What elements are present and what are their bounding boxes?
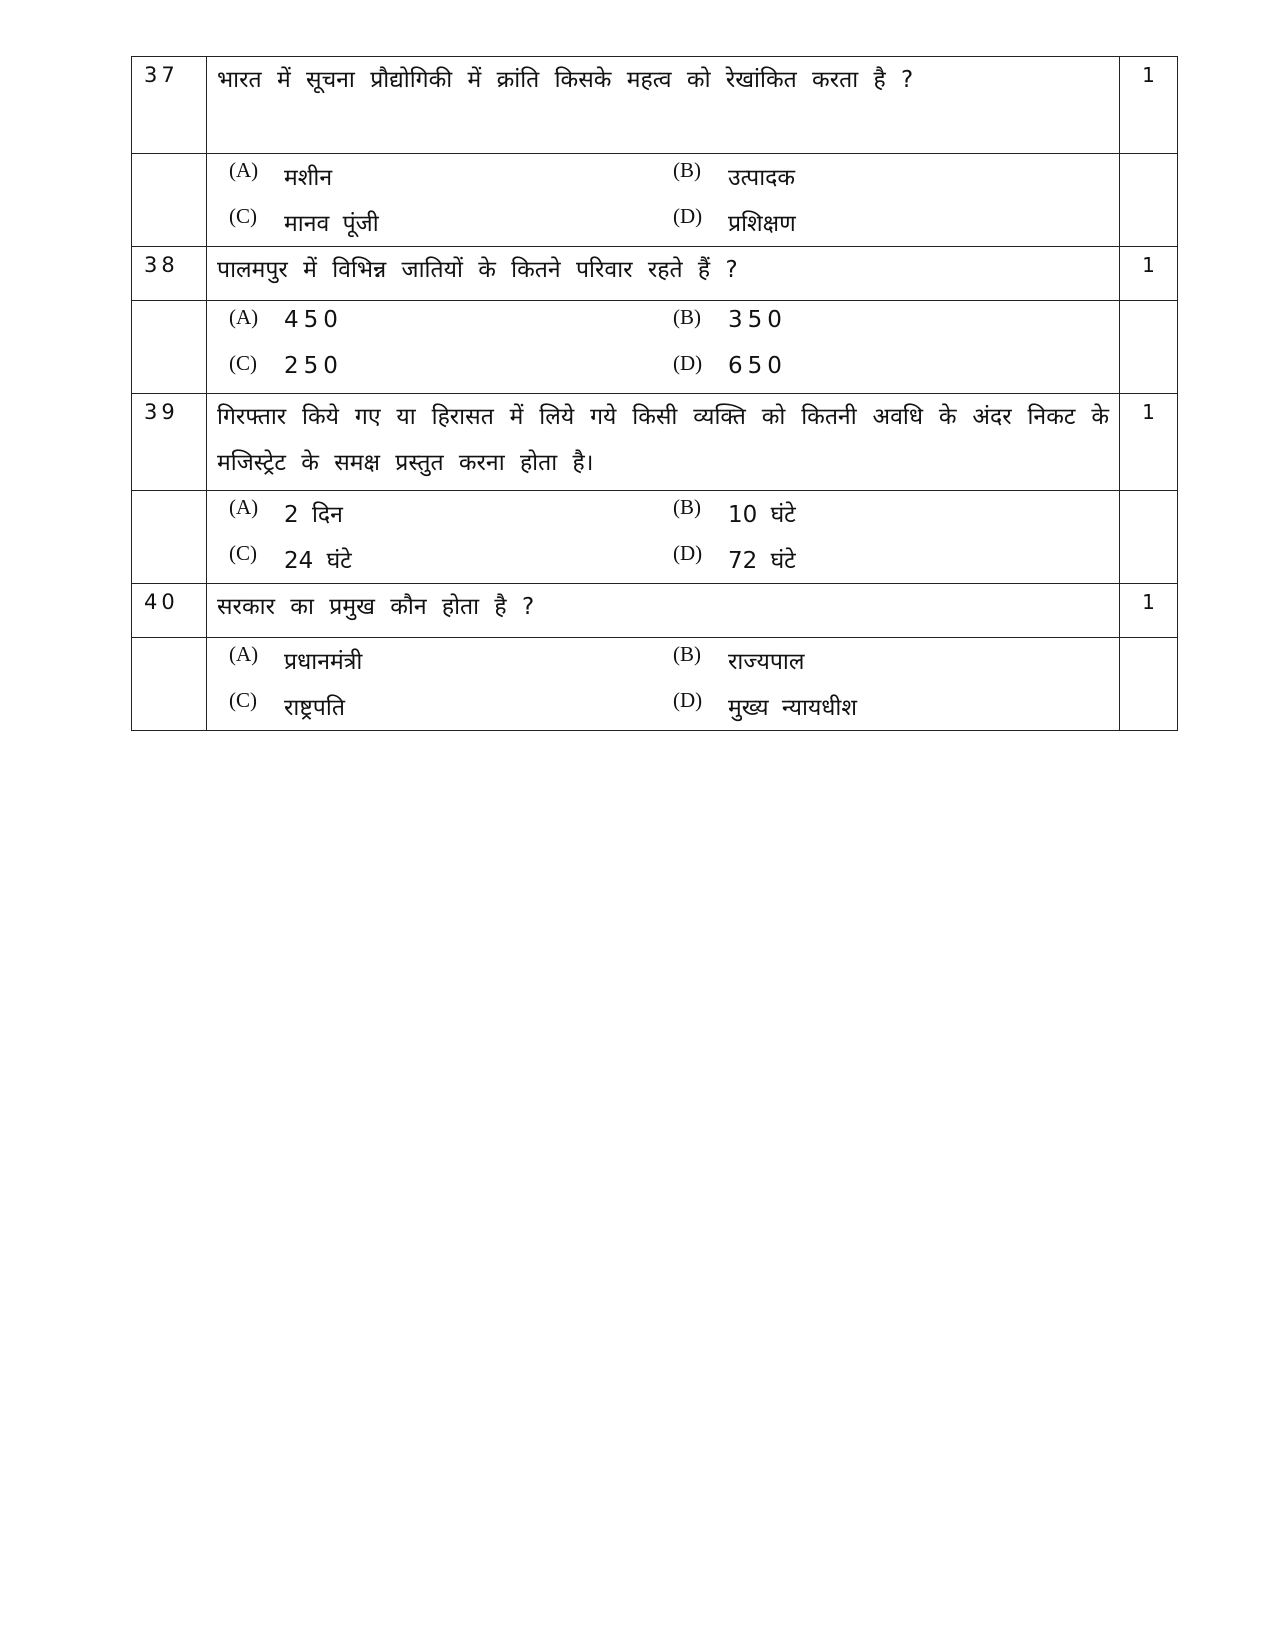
options-row [132, 154, 1178, 247]
option-text: उत्पादक [728, 165, 796, 191]
option-label: (B) [673, 305, 701, 329]
options-cell [207, 301, 1120, 394]
option-text: 10 घंटे [728, 502, 796, 528]
options-number-cell [132, 491, 207, 584]
option-text: 350 [728, 307, 787, 333]
question-number: 39 [132, 394, 207, 491]
option-label: (B) [673, 642, 701, 666]
option-text: मशीन [284, 165, 333, 191]
option-text: प्रधानमंत्री [284, 649, 363, 675]
option-a [229, 301, 673, 347]
option-text: 72 घंटे [728, 548, 796, 574]
option-label: (B) [673, 158, 701, 182]
option-label: (A) [229, 495, 259, 519]
option-c [229, 684, 673, 730]
question-text: भारत में सूचना प्रौद्योगिकी में क्रांति किसके महत्व को रेखांकित करता है ? [207, 57, 1120, 154]
options-mark-cell [1120, 638, 1178, 731]
option-c [229, 200, 673, 246]
option-text: प्रशिक्षण [728, 211, 796, 237]
question-row [132, 394, 1178, 491]
options-cell [207, 491, 1120, 584]
option-text: 650 [728, 353, 787, 379]
option-text: राज्यपाल [728, 649, 805, 675]
option-text: 24 घंटे [284, 548, 352, 574]
option-label: (A) [229, 305, 259, 329]
option-a [229, 638, 673, 684]
option-a [229, 154, 673, 200]
question-marks: 1 [1120, 247, 1178, 301]
options-row [132, 301, 1178, 394]
question-table [131, 56, 1178, 731]
option-label: (C) [229, 204, 257, 228]
options-number-cell [132, 154, 207, 247]
option-label: (C) [229, 541, 257, 565]
option-text: मानव पूंजी [284, 211, 379, 237]
option-label: (A) [229, 642, 259, 666]
question-text: गिरफ्तार किये गए या हिरासत में लिये गये किसी व्यक्ति को कितनी अवधि के अंदर निकट के मजिस्ट्रेट के समक्ष प्रस्तुत करना होता है। [207, 394, 1120, 491]
question-number: 37 [132, 57, 207, 154]
option-text: 450 [284, 307, 343, 333]
option-label: (D) [673, 541, 703, 565]
option-label: (D) [673, 688, 703, 712]
option-text: 2 दिन [284, 502, 343, 528]
option-a [229, 491, 673, 537]
question-text: सरकार का प्रमुख कौन होता है ? [207, 584, 1120, 638]
option-d [673, 537, 1119, 583]
option-label: (C) [229, 688, 257, 712]
option-d [673, 347, 1119, 393]
question-number: 40 [132, 584, 207, 638]
options-mark-cell [1120, 154, 1178, 247]
question-text: पालमपुर में विभिन्न जातियों के कितने परिवार रहते हैं ? [207, 247, 1120, 301]
options-cell [207, 638, 1120, 731]
option-d [673, 200, 1119, 246]
question-marks: 1 [1120, 57, 1178, 154]
option-text: राष्ट्रपति [284, 695, 345, 721]
option-b [673, 301, 1119, 347]
option-label: (D) [673, 204, 703, 228]
question-marks: 1 [1120, 394, 1178, 491]
options-row [132, 638, 1178, 731]
option-label: (C) [229, 351, 257, 375]
option-d [673, 684, 1119, 730]
options-number-cell [132, 301, 207, 394]
option-text: 250 [284, 353, 343, 379]
option-label: (D) [673, 351, 703, 375]
options-number-cell [132, 638, 207, 731]
question-row [132, 247, 1178, 301]
option-c [229, 537, 673, 583]
question-row [132, 584, 1178, 638]
options-cell [207, 154, 1120, 247]
option-text: मुख्य न्यायधीश [728, 695, 858, 721]
option-b [673, 638, 1119, 684]
option-b [673, 491, 1119, 537]
options-mark-cell [1120, 491, 1178, 584]
option-label: (B) [673, 495, 701, 519]
option-label: (A) [229, 158, 259, 182]
question-number: 38 [132, 247, 207, 301]
options-mark-cell [1120, 301, 1178, 394]
option-b [673, 154, 1119, 200]
question-marks: 1 [1120, 584, 1178, 638]
options-row [132, 491, 1178, 584]
question-row [132, 57, 1178, 154]
option-c [229, 347, 673, 393]
